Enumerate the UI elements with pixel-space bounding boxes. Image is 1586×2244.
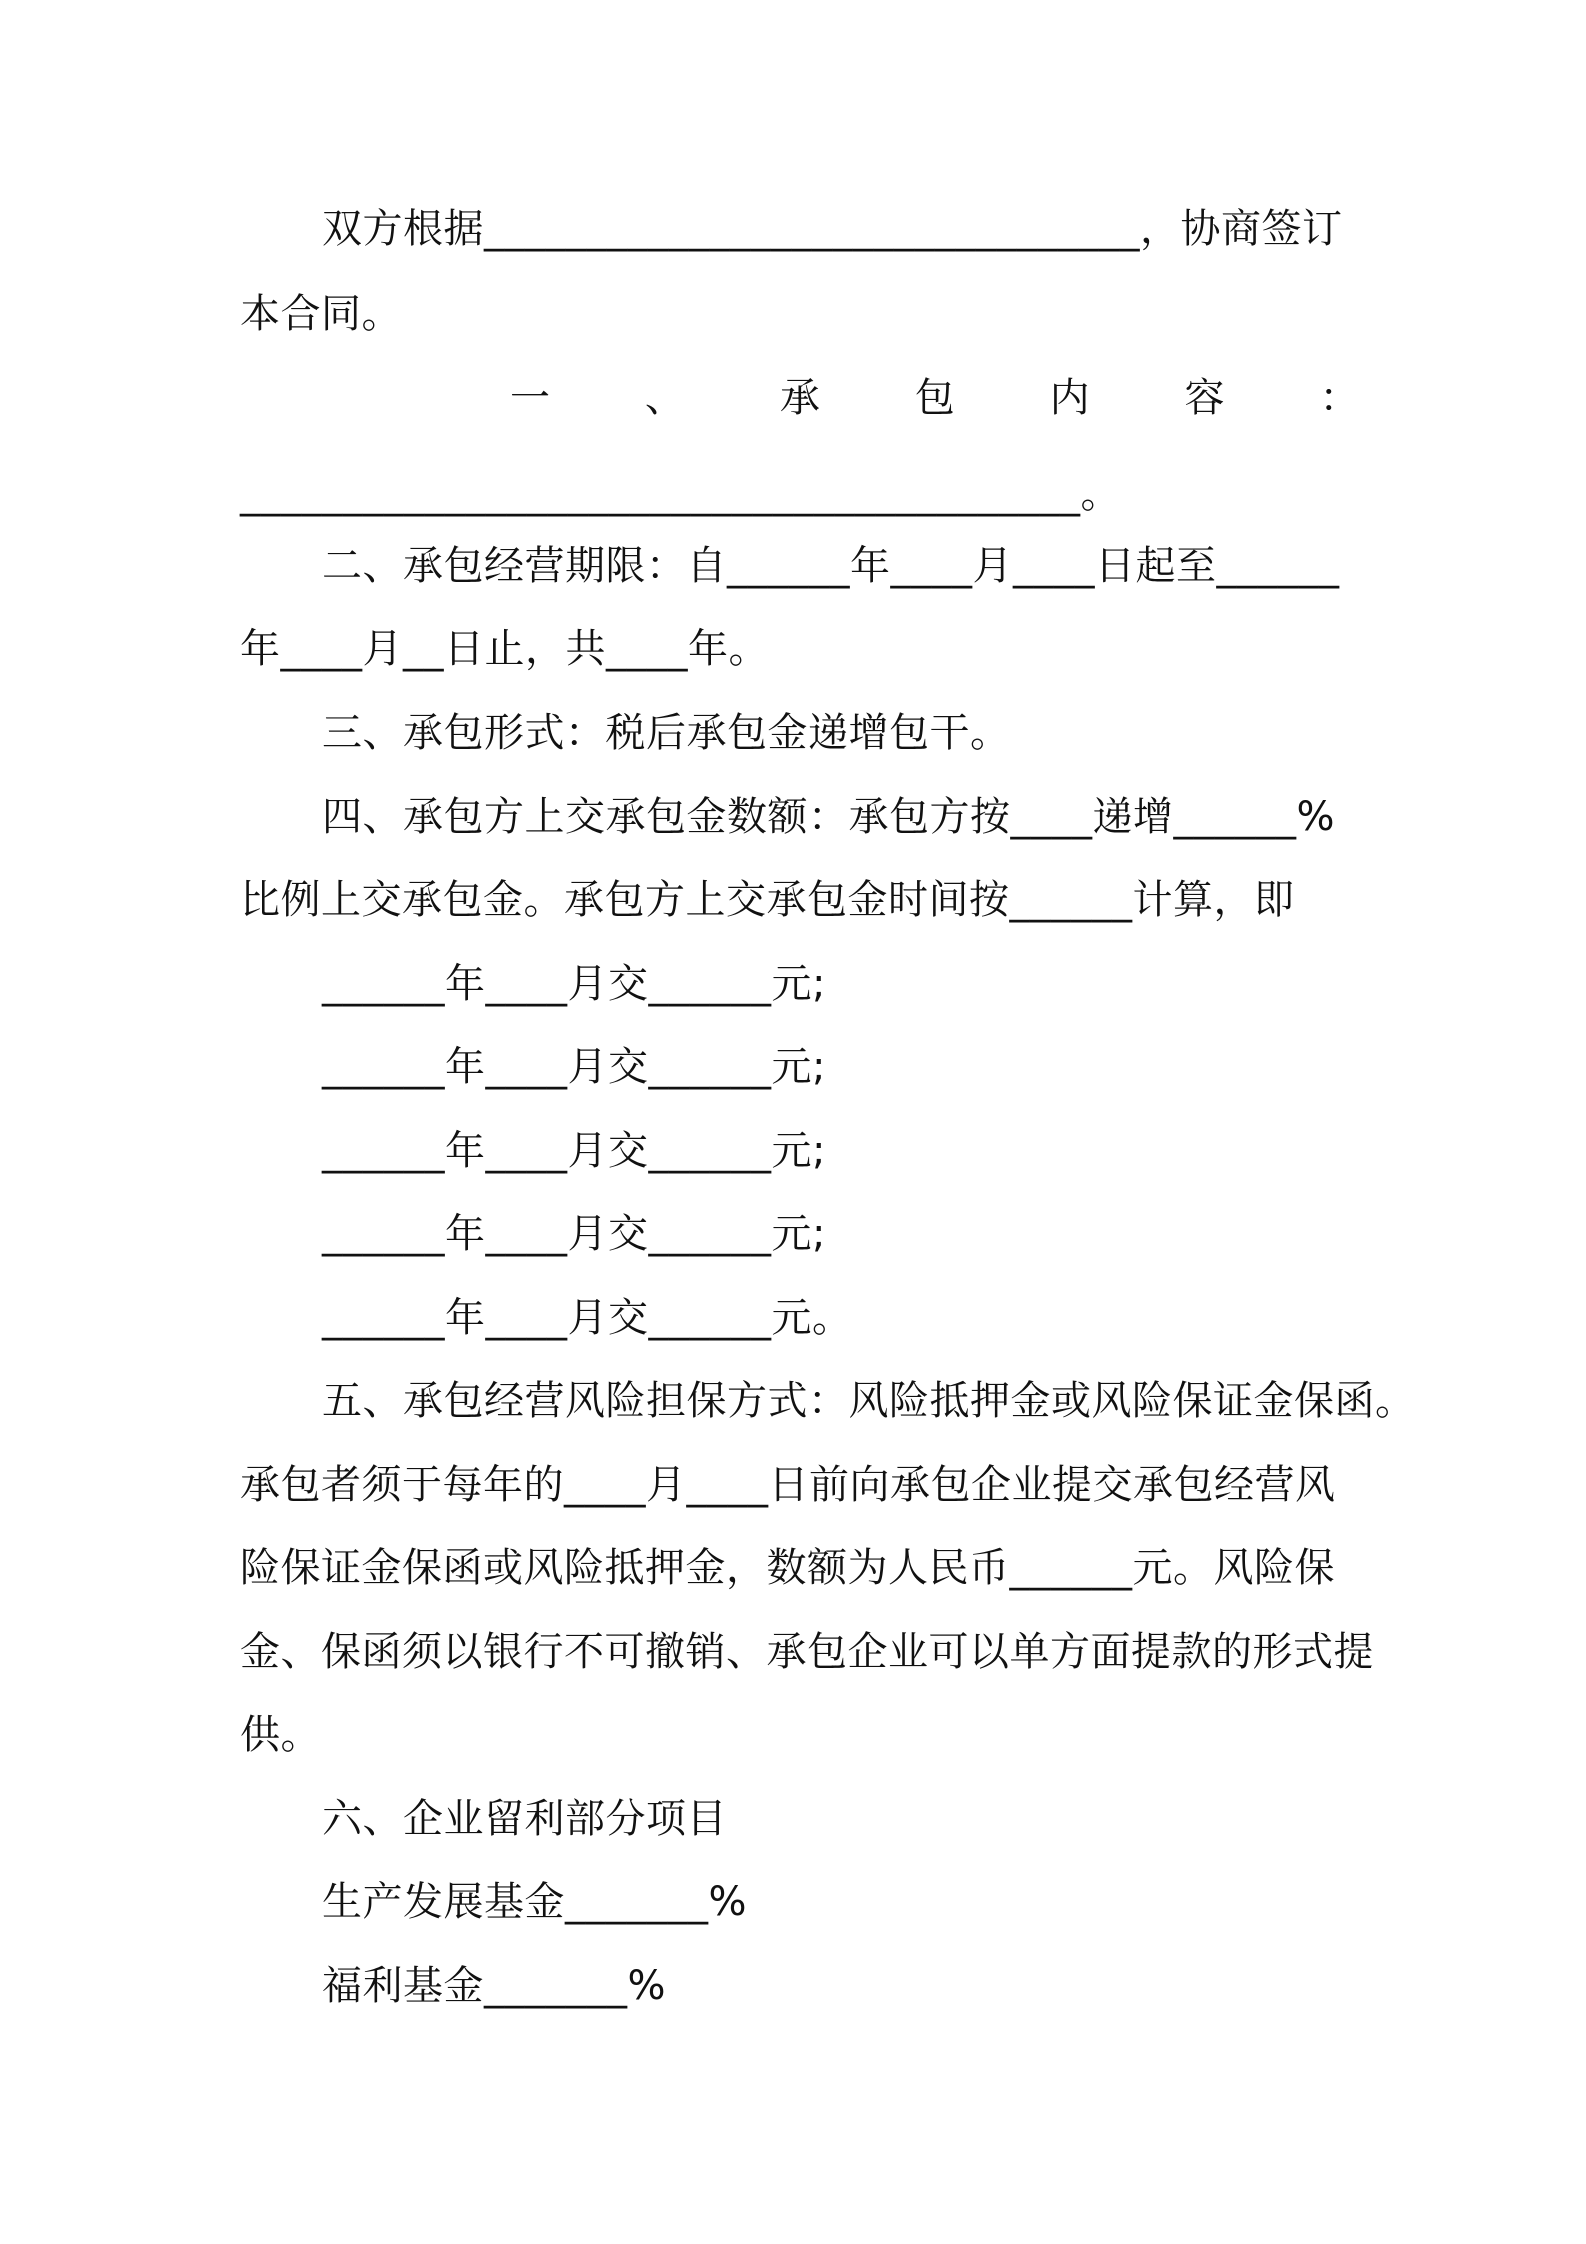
paragraph-line: _________________________________________。: [240, 471, 1121, 517]
paragraph-line: 供。: [240, 1712, 321, 1758]
paragraph-line: 本合同。: [240, 291, 402, 337]
paragraph-line: 四、承包方上交承包金数额：承包方按____递增______%: [322, 794, 1336, 840]
heading-char: 容: [1184, 375, 1226, 421]
heading-char: 、: [644, 375, 686, 421]
paragraph-line: 比例上交承包金。承包方上交承包金时间按______计算，即: [240, 877, 1295, 923]
paragraph-line: 三、承包形式：税后承包金递增包干。: [322, 710, 1011, 756]
heading-char: 内: [1049, 375, 1091, 421]
paragraph-line: 五、承包经营风险担保方式：风险抵押金或风险保证金保函。: [322, 1378, 1416, 1424]
paragraph-line: 二、承包经营期限：自______年____月____日起至______: [322, 543, 1340, 589]
paragraph-line: ______年____月交______元;: [322, 1211, 826, 1257]
paragraph-line: 险保证金保函或风险抵押金，数额为人民币______元。风险保: [240, 1545, 1335, 1591]
paragraph-line: 年____月__日止，共____年。: [240, 626, 769, 672]
paragraph-line: 承包者须于每年的____月____日前向承包企业提交承包经营风: [240, 1462, 1336, 1508]
paragraph-line: 六、企业留利部分项目: [322, 1796, 727, 1842]
heading-char: 包: [914, 375, 956, 421]
heading-char: ：: [1319, 375, 1360, 421]
paragraph-line: ______年____月交______元。: [322, 1295, 853, 1341]
paragraph-line: ______年____月交______元;: [322, 1044, 826, 1090]
paragraph-line: 双方根据________________________________，协商签订: [322, 206, 1343, 252]
paragraph-line: 福利基金_______%: [322, 1963, 667, 2009]
heading-char: 承: [779, 375, 821, 421]
paragraph-line: ______年____月交______元;: [322, 961, 826, 1007]
paragraph-line: 金、保函须以银行不可撤销、承包企业可以单方面提款的形式提: [240, 1629, 1374, 1675]
paragraph-line: 生产发展基金_______%: [322, 1879, 748, 1925]
heading-char: 一: [510, 375, 551, 421]
paragraph-line: ______年____月交______元;: [322, 1128, 826, 1174]
section-heading: [510, 374, 1360, 422]
